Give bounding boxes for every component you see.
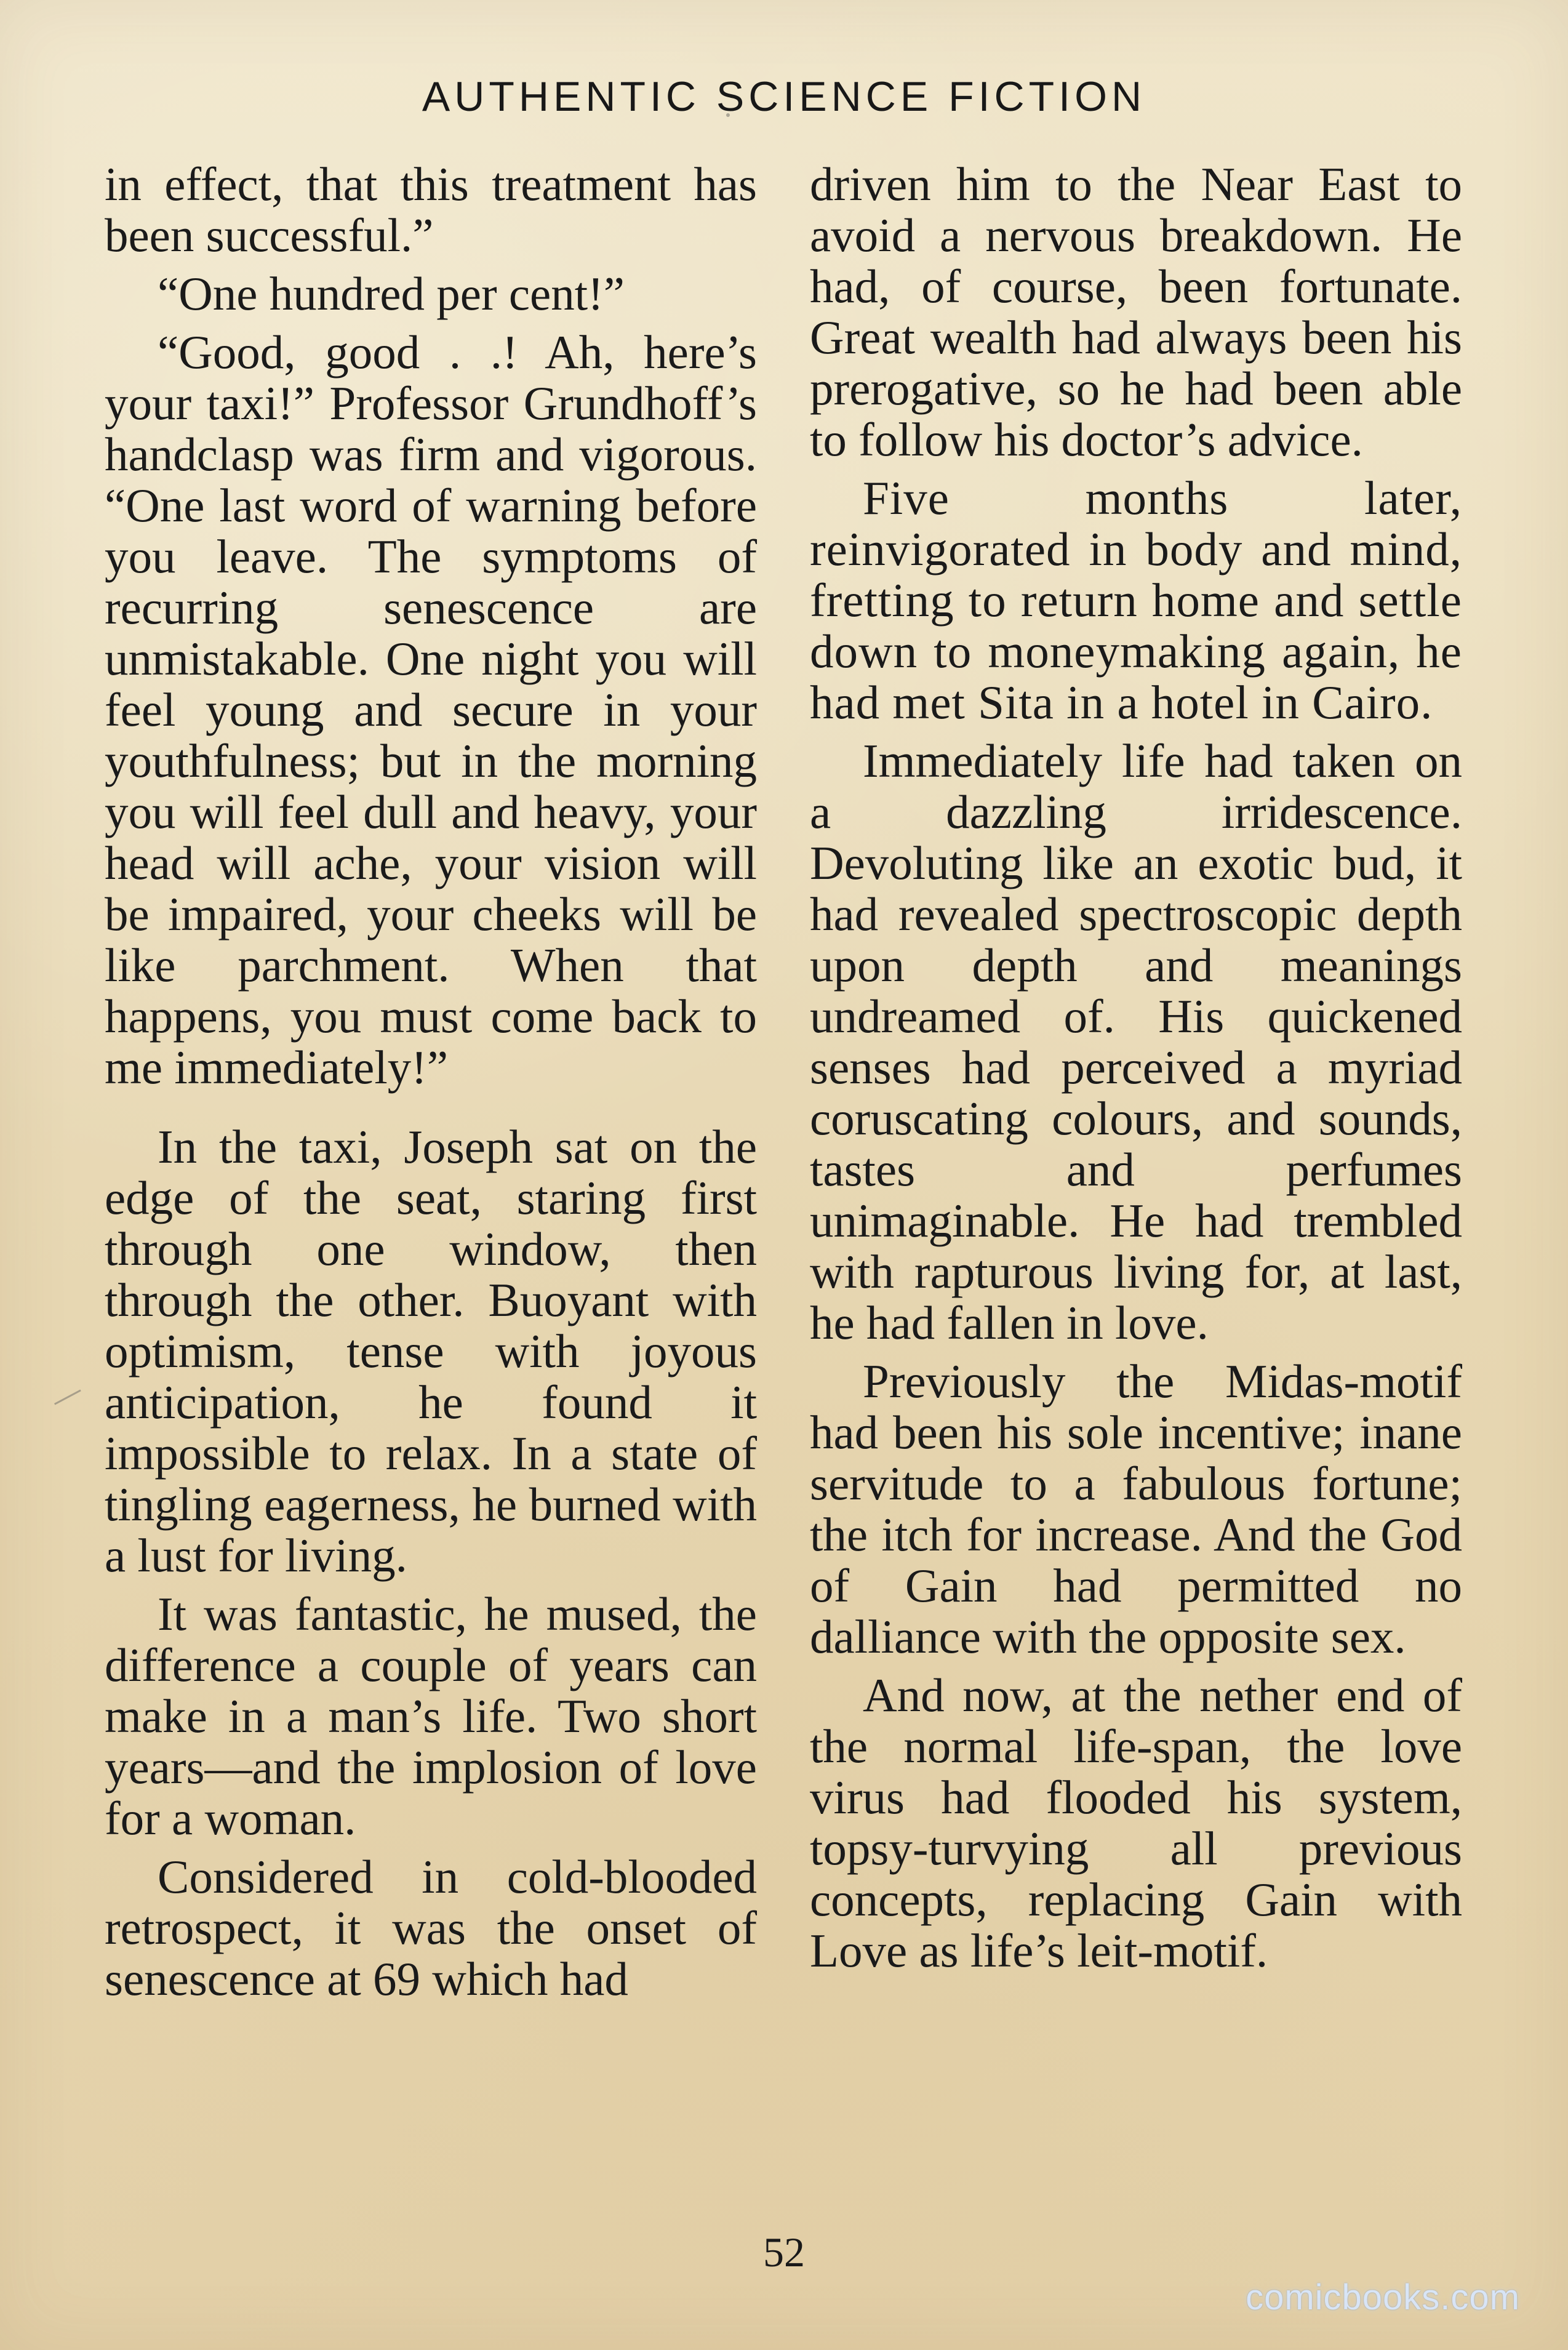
right-paragraph-3: Immediately life had taken on a dazzling irridescence. Devoluting like an exotic bud, it had revealed spectroscopic depth upon depth and meanings undreamed of. His quickened senses had perceived a myriad coruscating colours, and sounds, tastes and perfumes unimaginable. He had trembled with rapturous living for, at last, he had fallen in love. bbox=[810, 734, 1462, 1349]
right-paragraph-1: driven him to the Near East to avoid a nervous breakdown. He had, of course, been fortunate. Great wealth had always been his prerogative, so he had been able to follow his doctor’s advice. bbox=[810, 158, 1462, 466]
right-paragraph-4: Previously the Midas-motif had been his sole incentive; inane servitude to a fabulous fortune; the itch for increase. And the God of Gain had permitted no dalliance with the opposite sex. bbox=[810, 1355, 1462, 1663]
site-watermark: comicbooks.com bbox=[1246, 2277, 1520, 2317]
left-paragraph-6: Considered in cold-blooded retrospect, it was the onset of senescence at 69 which had bbox=[105, 1850, 757, 2005]
left-paragraph-2: “One hundred per cent!” bbox=[158, 267, 625, 320]
left-text-column bbox=[105, 159, 757, 2202]
left-paragraph-5: It was fantastic, he mused, the difference a couple of years can make in a man’s life. Two short years—and the implosion of love for a woman. bbox=[105, 1587, 757, 1845]
page-number: 52 bbox=[763, 2229, 805, 2276]
left-paragraph-3: “Good, good . .! Ah, here’s your taxi!” Professor Grundhoff’s handclasp was firm and vigorous. “One last word of warning before you leave. The symptoms of recurring senescence are unmistakable. One night you will feel young and secure in your youthfulness; but in the morning you will feel dull and heavy, your head will ache, your vision will be impaired, your cheeks will be like parchment. When that happens, you must come back to me immediately!” bbox=[105, 326, 757, 1094]
left-paragraph-4: In the taxi, Joseph sat on the edge of the seat, staring first through one window, then through the other. Buoyant with optimism, tense with joyous anticipation, he found it impossible to relax. In a state of tingling eagerness, he burned with a lust for living. bbox=[105, 1120, 757, 1582]
page-header: AUTHENTIC SCIENCE FICTION bbox=[422, 73, 1146, 120]
right-paragraph-2: Five months later, reinvigorated in body and mind, fretting to return home and settle down to moneymaking again, he had met Sita in a hotel in Cairo. bbox=[810, 471, 1462, 729]
right-paragraph-5: And now, at the nether end of the normal life-span, the love virus had flooded his system, topsy-turvying all previous concepts, replacing Gain with Love as life’s leit-motif. bbox=[810, 1669, 1462, 1977]
left-paragraph-1: in effect, that this treatment has been successful.” bbox=[105, 158, 757, 262]
right-text-column bbox=[810, 159, 1462, 2202]
paper-speck bbox=[726, 113, 730, 117]
pencil-mark bbox=[54, 1389, 91, 1423]
